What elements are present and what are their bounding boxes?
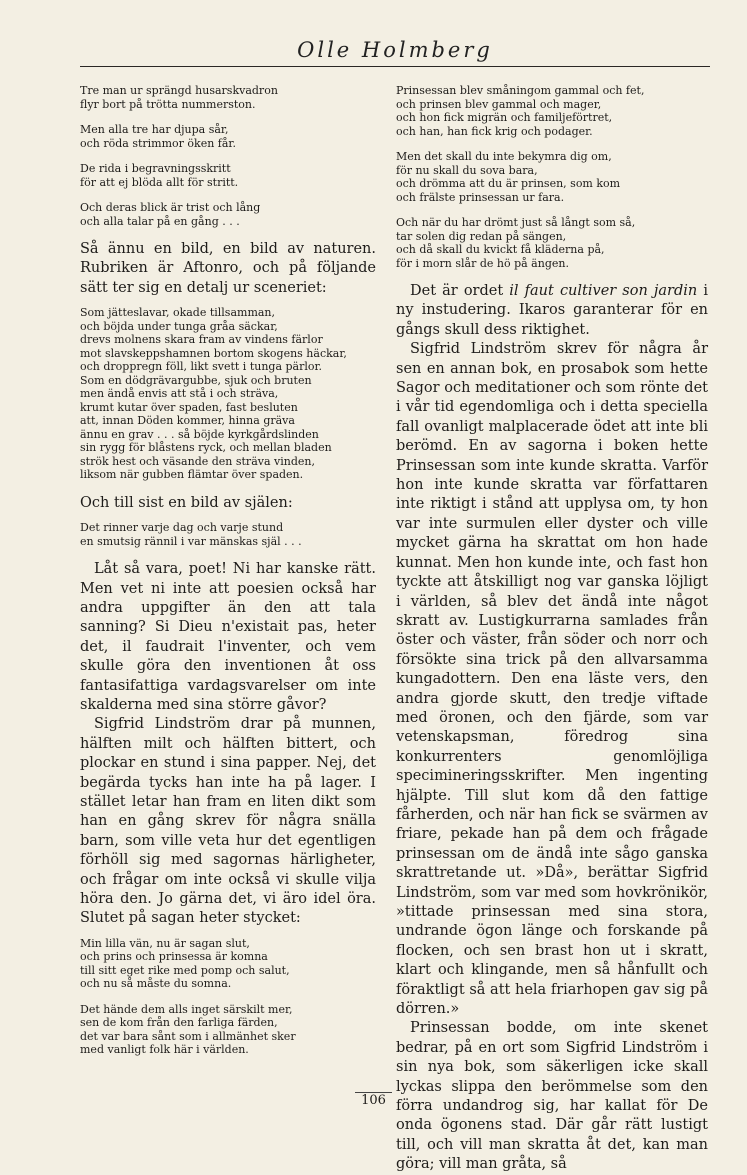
verse-line: Och deras blick är trist och lång — [80, 201, 261, 214]
verse-line: flyr bort på trötta nummerston. — [80, 97, 256, 111]
paragraph: Sigfrid Lindström skrev för några år sen en annan bok, en prosabok som hette Sagor och meditationer och som rönte det i vår tid egendomliga och i detta speciella fall ovanligt malplacerade ödet att inte bli berömd. En av sagorna i boken hette Prinsessan som inte kunde skratta. Varför hon inte kunde skratta var författaren inte riktigt i stånd att upplysa om, ty hon var inte surmulen eller dyster och ville mycket gärna ha skrattat om hon hade kunnat. Men hon kunde inte, och fast hon tyckte att åtskilligt nog var ganska löjligt i världen, så blev det ändå inte något skratt av. Lustigkurrarna samlades från öster och väster, från söder och norr och försökte sina trick på den allvarsamma kungadottern. Den ena läste vers, den andra gjorde skutt, den tredje viftade med öronen, och den fjärde, som var vetenskapsman, föredrog sina konkurrenters genomlöjliga specimineringsskrifter. Men ingenting hjälpte. Till slut kom då den fattige fårherden, och när han fick se svärmen av friare, pekade han på dem och frågade prinsessan om de ändå inte sågo ganska skrattretande ut. »Då», berättar Sigfrid Lindström, som var med som hovkrönikör, »tittade prinsessan med sina stora, undrande ögon länge och forskande på flocken, och sen brast hon ut i skratt, klart och klingande, men så hånfullt och föraktligt så att hela friarhopen gav sig på dörren.» — [396, 341, 708, 1018]
verse-line: för nu skall du sova bara, — [396, 163, 538, 177]
verse-stanza — [80, 201, 376, 228]
verse-line: Och när du har drömt just så långt som så, — [396, 216, 636, 229]
verse-line: till sitt eget rike med pomp och salut, — [80, 963, 290, 977]
verse-line: liksom när gubben flämtar över spaden. — [80, 468, 304, 482]
verse-line: men ändå envis att stå i och sträva, — [80, 387, 279, 401]
verse-line: och hon fick migrän och familjeförtret, — [396, 111, 613, 124]
verse-line: för att ej blöda allt för stritt. — [80, 175, 239, 189]
page-number — [0, 1093, 747, 1108]
verse-line: med vanligt folk här i världen. — [80, 1043, 249, 1057]
verse-line: Men alla tre har djupa sår, — [80, 123, 229, 136]
left-column — [80, 84, 376, 1069]
page-header — [80, 38, 710, 67]
verse-line: sin rygg för blåstens ryck, och mellan bladen — [80, 441, 332, 455]
verse-line: Men det skall du inte bekymra dig om, — [396, 150, 612, 163]
verse-stanza — [80, 937, 376, 991]
verse-line: och röda strimmor öken får. — [80, 136, 236, 150]
verse-stanza — [396, 216, 708, 270]
verse-stanza — [80, 162, 376, 189]
verse-line: Som en dödgrävargubbe, sjuk och bruten — [80, 373, 312, 387]
verse-line: och droppregn föll, likt svett i tunga pärlor. — [80, 360, 323, 374]
paragraph: Prinsessan bodde, om inte skenet bedrar, på en ort som Sigfrid Lindström i sin nya bok, som säkerligen icke skall lyckas slippa den berömmelse som den förra undandrog sig, har kallat för De onda ögonens stad. Där går rätt lustigt till, och vill man skratta åt det, kan man göra; vill man gråta, så — [396, 1020, 708, 1173]
verse-line: en smutsig rännil i var mänskas själ . . . — [80, 534, 302, 548]
paragraph-text: Det är ordet — [410, 283, 510, 299]
verse-stanza — [80, 1003, 376, 1057]
verse-stanza — [80, 306, 376, 482]
verse-line: och drömma att du är prinsen, som kom — [396, 177, 621, 190]
verse-line: Det rinner varje dag och varje stund — [80, 521, 284, 535]
verse-stanza — [80, 84, 376, 111]
verse-stanza — [396, 84, 708, 138]
paragraph: Låt så vara, poet! Ni har kanske rätt. Men vet ni inte att poesien också har andra uppgifter än den att tala sanning? Si Dieu n'existait pas, heter det, il faudrait l'inventer, och vem skulle göra den inventionen åt oss fantasifattiga vardagsvarelser om inte skalderna med sina större gåvor? — [80, 561, 376, 713]
verse-line: ännu en grav . . . så böjde kyrkgårdslinden — [80, 427, 319, 441]
verse-line: Min lilla vän, nu är sagan slut, — [80, 936, 250, 950]
verse-line: drevs molnens skara fram av vindens färlor — [80, 333, 323, 347]
paragraph: Så ännu en bild, en bild av naturen. Rubriken är Aftonro, och på följande sätt ter sig en detalj ur sceneriet: — [80, 241, 376, 296]
right-column — [396, 84, 708, 1175]
verse-line: och nu så måste du somna. — [80, 977, 232, 991]
verse-stanza — [396, 150, 708, 204]
paragraph: Sigfrid Lindström drar på munnen, hälften milt och hälften bittert, och plockar en stund i sina papper. Nej, det begärda tycks han inte ha på lager. I stället letar han fram en liten dikt som han en gång skrev för några snälla barn, som ville veta hur det egentligen förhöll sig med sagornas härligheter, och frågar om inte också vi skulle vilja höra den. Jo gärna det, vi äro idel öra. Slutet på sagan heter stycket: — [80, 716, 376, 927]
verse-line: och alla talar på en gång . . . — [80, 214, 240, 228]
verse-line: och han, han fick krig och podager. — [396, 124, 593, 138]
verse-line: tar solen dig redan på sängen, — [396, 229, 567, 243]
running-title: Olle Holmberg — [297, 38, 493, 62]
paragraph: Och till sist en bild av själen: — [80, 494, 293, 511]
verse-line: och prinsen blev gammal och mager, — [396, 97, 602, 111]
paragraph — [396, 282, 708, 340]
verse-line: att, innan Döden kommer, hinna gräva — [80, 414, 295, 428]
verse-line: det var bara sånt som i allmänhet sker — [80, 1029, 296, 1043]
verse-line: och prins och prinsessa är komna — [80, 950, 268, 964]
verse-line: krumt kutar över spaden, fast besluten — [80, 400, 298, 414]
verse-stanza — [80, 521, 376, 548]
page-number-text: 106 — [355, 1092, 392, 1108]
verse-stanza — [80, 123, 376, 150]
paragraph-text: i ny instudering. Ikaros garanterar för en gångs skull dess riktighet. — [396, 283, 709, 338]
verse-line: mot slavskeppshamnen bortom skogens häckar, — [80, 346, 347, 360]
verse-line: De rida i begravningsskritt — [80, 162, 231, 175]
verse-line: och frälste prinsessan ur fara. — [396, 190, 565, 204]
verse-line: Tre man ur sprängd husarskvadron — [80, 84, 278, 97]
verse-line: och då skall du kvickt få kläderna på, — [396, 243, 605, 256]
verse-line: för i morn slår de hö på ängen. — [396, 256, 569, 270]
french-quote: il faut cultiver son jardin — [509, 283, 698, 299]
verse-line: sen de kom från den farliga färden, — [80, 1016, 278, 1030]
verse-line: Som jätteslavar, okade tillsamman, — [80, 306, 276, 320]
verse-line: och böjda under tunga gråa säckar, — [80, 319, 278, 333]
verse-line: Det hände dem alls inget särskilt mer, — [80, 1002, 293, 1016]
verse-line: Prinsessan blev småningom gammal och fet, — [396, 84, 645, 97]
verse-line: strök hest och väsande den sträva vinden, — [80, 454, 315, 468]
